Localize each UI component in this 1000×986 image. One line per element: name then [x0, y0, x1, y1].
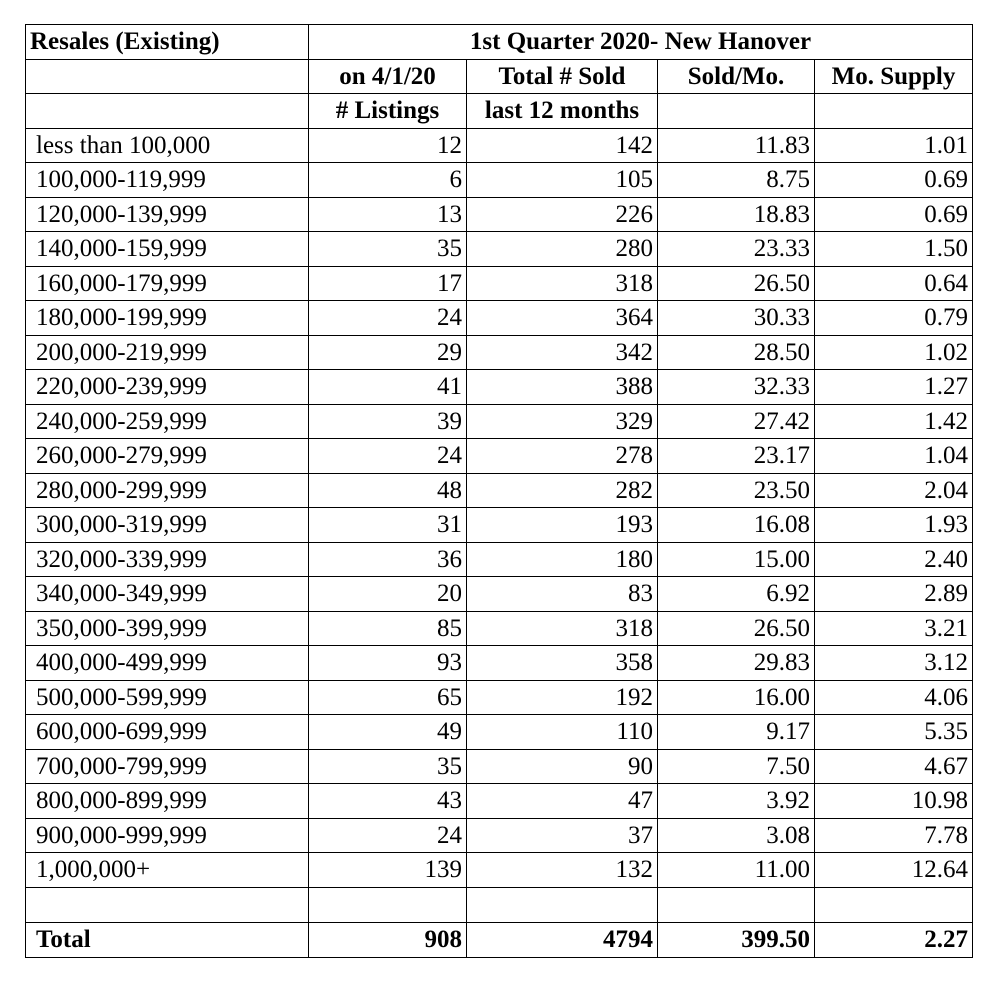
- table-row: [26, 439, 973, 474]
- total-sold-cell: 282: [467, 473, 658, 508]
- price-range-cell: 120,000-139,999: [26, 197, 309, 232]
- month-supply-cell: 1.93: [815, 508, 973, 543]
- price-range-cell: 800,000-899,999: [26, 784, 309, 819]
- month-supply-cell: 4.06: [815, 680, 973, 715]
- table-row: [26, 715, 973, 750]
- price-range-cell: 220,000-239,999: [26, 370, 309, 405]
- total-sold-cell: 142: [467, 128, 658, 163]
- price-range-cell: 500,000-599,999: [26, 680, 309, 715]
- table-row: [26, 128, 973, 163]
- sold-per-month-cell: 28.50: [658, 335, 815, 370]
- total-sold-cell: 105: [467, 163, 658, 198]
- month-supply-cell: 1.02: [815, 335, 973, 370]
- sold-per-month-cell: 18.83: [658, 197, 815, 232]
- total-sold-cell: 318: [467, 611, 658, 646]
- table-row: [26, 266, 973, 301]
- month-supply-cell: 2.40: [815, 542, 973, 577]
- empty-cell: [467, 887, 658, 922]
- table-row: [26, 542, 973, 577]
- total-sold-cell: 226: [467, 197, 658, 232]
- sold-per-month-cell: 23.50: [658, 473, 815, 508]
- month-supply-cell: 0.79: [815, 301, 973, 336]
- month-supply-cell: 10.98: [815, 784, 973, 819]
- table-row: [26, 301, 973, 336]
- price-range-cell: 900,000-999,999: [26, 818, 309, 853]
- price-range-cell: 700,000-799,999: [26, 749, 309, 784]
- month-supply-cell: 7.78: [815, 818, 973, 853]
- table-row: [26, 646, 973, 681]
- total-listings: 908: [309, 922, 467, 957]
- listings-cell: 31: [309, 508, 467, 543]
- price-range-cell: 350,000-399,999: [26, 611, 309, 646]
- resales-existing-header: Resales (Existing): [26, 25, 309, 60]
- month-supply-cell: 0.64: [815, 266, 973, 301]
- listings-cell: 13: [309, 197, 467, 232]
- price-range-cell: 600,000-699,999: [26, 715, 309, 750]
- sold-per-month-cell: 26.50: [658, 266, 815, 301]
- sold-per-month-cell: 3.08: [658, 818, 815, 853]
- sold-per-month-cell: 3.92: [658, 784, 815, 819]
- total-sold-cell: 193: [467, 508, 658, 543]
- sold-per-month-cell: 8.75: [658, 163, 815, 198]
- sold-per-month-cell: 27.42: [658, 404, 815, 439]
- empty-cell: [26, 887, 309, 922]
- total-sold: 4794: [467, 922, 658, 957]
- table-row: [26, 370, 973, 405]
- price-range-cell: 180,000-199,999: [26, 301, 309, 336]
- month-supply-cell: 1.27: [815, 370, 973, 405]
- header-empty-cell: [26, 94, 309, 129]
- price-range-cell: 260,000-279,999: [26, 439, 309, 474]
- month-supply-cell: 1.50: [815, 232, 973, 267]
- header-empty-cell: [815, 94, 973, 129]
- header-row-2: [26, 59, 973, 94]
- table-row: [26, 197, 973, 232]
- total-sold-cell: 180: [467, 542, 658, 577]
- quarter-title-header: 1st Quarter 2020- New Hanover: [309, 25, 973, 60]
- listings-cell: 35: [309, 749, 467, 784]
- listings-cell: 24: [309, 301, 467, 336]
- month-supply-cell: 1.04: [815, 439, 973, 474]
- listings-cell: 43: [309, 784, 467, 819]
- total-sold-cell: 83: [467, 577, 658, 612]
- total-row: [26, 922, 973, 957]
- price-range-cell: 100,000-119,999: [26, 163, 309, 198]
- price-range-cell: 1,000,000+: [26, 853, 309, 888]
- resales-table: [25, 24, 973, 958]
- price-range-cell: 300,000-319,999: [26, 508, 309, 543]
- blank-row: [26, 887, 973, 922]
- listings-cell: 17: [309, 266, 467, 301]
- listings-date-header: on 4/1/20: [309, 59, 467, 94]
- table-row: [26, 680, 973, 715]
- table-row: [26, 473, 973, 508]
- sold-per-month-cell: 11.00: [658, 853, 815, 888]
- table-row: [26, 611, 973, 646]
- listings-cell: 24: [309, 439, 467, 474]
- sold-per-month-cell: 32.33: [658, 370, 815, 405]
- price-range-cell: 160,000-179,999: [26, 266, 309, 301]
- table-row: [26, 335, 973, 370]
- total-sold-cell: 280: [467, 232, 658, 267]
- total-sold-cell: 318: [467, 266, 658, 301]
- table-row: [26, 232, 973, 267]
- price-range-cell: 140,000-159,999: [26, 232, 309, 267]
- price-range-cell: 240,000-259,999: [26, 404, 309, 439]
- total-sold-cell: 37: [467, 818, 658, 853]
- table-row: [26, 577, 973, 612]
- sold-per-month-cell: 23.17: [658, 439, 815, 474]
- sold-per-month-cell: 7.50: [658, 749, 815, 784]
- listings-cell: 48: [309, 473, 467, 508]
- sold-per-month-cell: 11.83: [658, 128, 815, 163]
- month-supply-header: Mo. Supply: [815, 59, 973, 94]
- total-label: Total: [26, 922, 309, 957]
- table-row: [26, 853, 973, 888]
- month-supply-cell: 3.21: [815, 611, 973, 646]
- table-row: [26, 404, 973, 439]
- month-supply-cell: 12.64: [815, 853, 973, 888]
- total-sold-cell: 132: [467, 853, 658, 888]
- table-row: [26, 818, 973, 853]
- listings-cell: 85: [309, 611, 467, 646]
- listings-cell: 93: [309, 646, 467, 681]
- total-sold-cell: 110: [467, 715, 658, 750]
- sold-per-month-cell: 23.33: [658, 232, 815, 267]
- price-range-cell: less than 100,000: [26, 128, 309, 163]
- month-supply-cell: 2.04: [815, 473, 973, 508]
- month-supply-cell: 2.89: [815, 577, 973, 612]
- month-supply-cell: 5.35: [815, 715, 973, 750]
- month-supply-cell: 4.67: [815, 749, 973, 784]
- listings-cell: 35: [309, 232, 467, 267]
- price-range-cell: 200,000-219,999: [26, 335, 309, 370]
- header-empty-cell: [26, 59, 309, 94]
- price-range-cell: 400,000-499,999: [26, 646, 309, 681]
- sold-per-month-cell: 26.50: [658, 611, 815, 646]
- table-row: [26, 508, 973, 543]
- listings-cell: 20: [309, 577, 467, 612]
- listings-cell: 49: [309, 715, 467, 750]
- empty-cell: [815, 887, 973, 922]
- total-sold-per-month: 399.50: [658, 922, 815, 957]
- header-row-3: [26, 94, 973, 129]
- table-row: [26, 163, 973, 198]
- price-range-cell: 320,000-339,999: [26, 542, 309, 577]
- total-sold-cell: 388: [467, 370, 658, 405]
- listings-cell: 41: [309, 370, 467, 405]
- sold-per-month-cell: 9.17: [658, 715, 815, 750]
- table-body: [26, 25, 973, 958]
- listings-cell: 139: [309, 853, 467, 888]
- listings-cell: 12: [309, 128, 467, 163]
- sold-per-month-cell: 16.08: [658, 508, 815, 543]
- listings-cell: 24: [309, 818, 467, 853]
- last-12-months-header: last 12 months: [467, 94, 658, 129]
- total-sold-cell: 90: [467, 749, 658, 784]
- price-range-cell: 280,000-299,999: [26, 473, 309, 508]
- month-supply-cell: 3.12: [815, 646, 973, 681]
- month-supply-cell: 1.01: [815, 128, 973, 163]
- sold-per-month-cell: 30.33: [658, 301, 815, 336]
- header-empty-cell: [658, 94, 815, 129]
- month-supply-cell: 1.42: [815, 404, 973, 439]
- empty-cell: [658, 887, 815, 922]
- month-supply-cell: 0.69: [815, 197, 973, 232]
- total-sold-cell: 192: [467, 680, 658, 715]
- sold-per-month-cell: 6.92: [658, 577, 815, 612]
- total-sold-cell: 358: [467, 646, 658, 681]
- total-sold-cell: 278: [467, 439, 658, 474]
- total-month-supply: 2.27: [815, 922, 973, 957]
- table-row: [26, 749, 973, 784]
- empty-cell: [309, 887, 467, 922]
- total-sold-cell: 364: [467, 301, 658, 336]
- listings-cell: 29: [309, 335, 467, 370]
- total-sold-cell: 47: [467, 784, 658, 819]
- listings-cell: 39: [309, 404, 467, 439]
- total-sold-cell: 342: [467, 335, 658, 370]
- listings-cell: 65: [309, 680, 467, 715]
- sold-per-month-cell: 29.83: [658, 646, 815, 681]
- listings-count-header: # Listings: [309, 94, 467, 129]
- header-row-1: [26, 25, 973, 60]
- table-row: [26, 784, 973, 819]
- month-supply-cell: 0.69: [815, 163, 973, 198]
- sold-per-month-header: Sold/Mo.: [658, 59, 815, 94]
- price-range-cell: 340,000-349,999: [26, 577, 309, 612]
- total-sold-cell: 329: [467, 404, 658, 439]
- listings-cell: 6: [309, 163, 467, 198]
- listings-cell: 36: [309, 542, 467, 577]
- sold-per-month-cell: 16.00: [658, 680, 815, 715]
- sold-per-month-cell: 15.00: [658, 542, 815, 577]
- total-sold-header: Total # Sold: [467, 59, 658, 94]
